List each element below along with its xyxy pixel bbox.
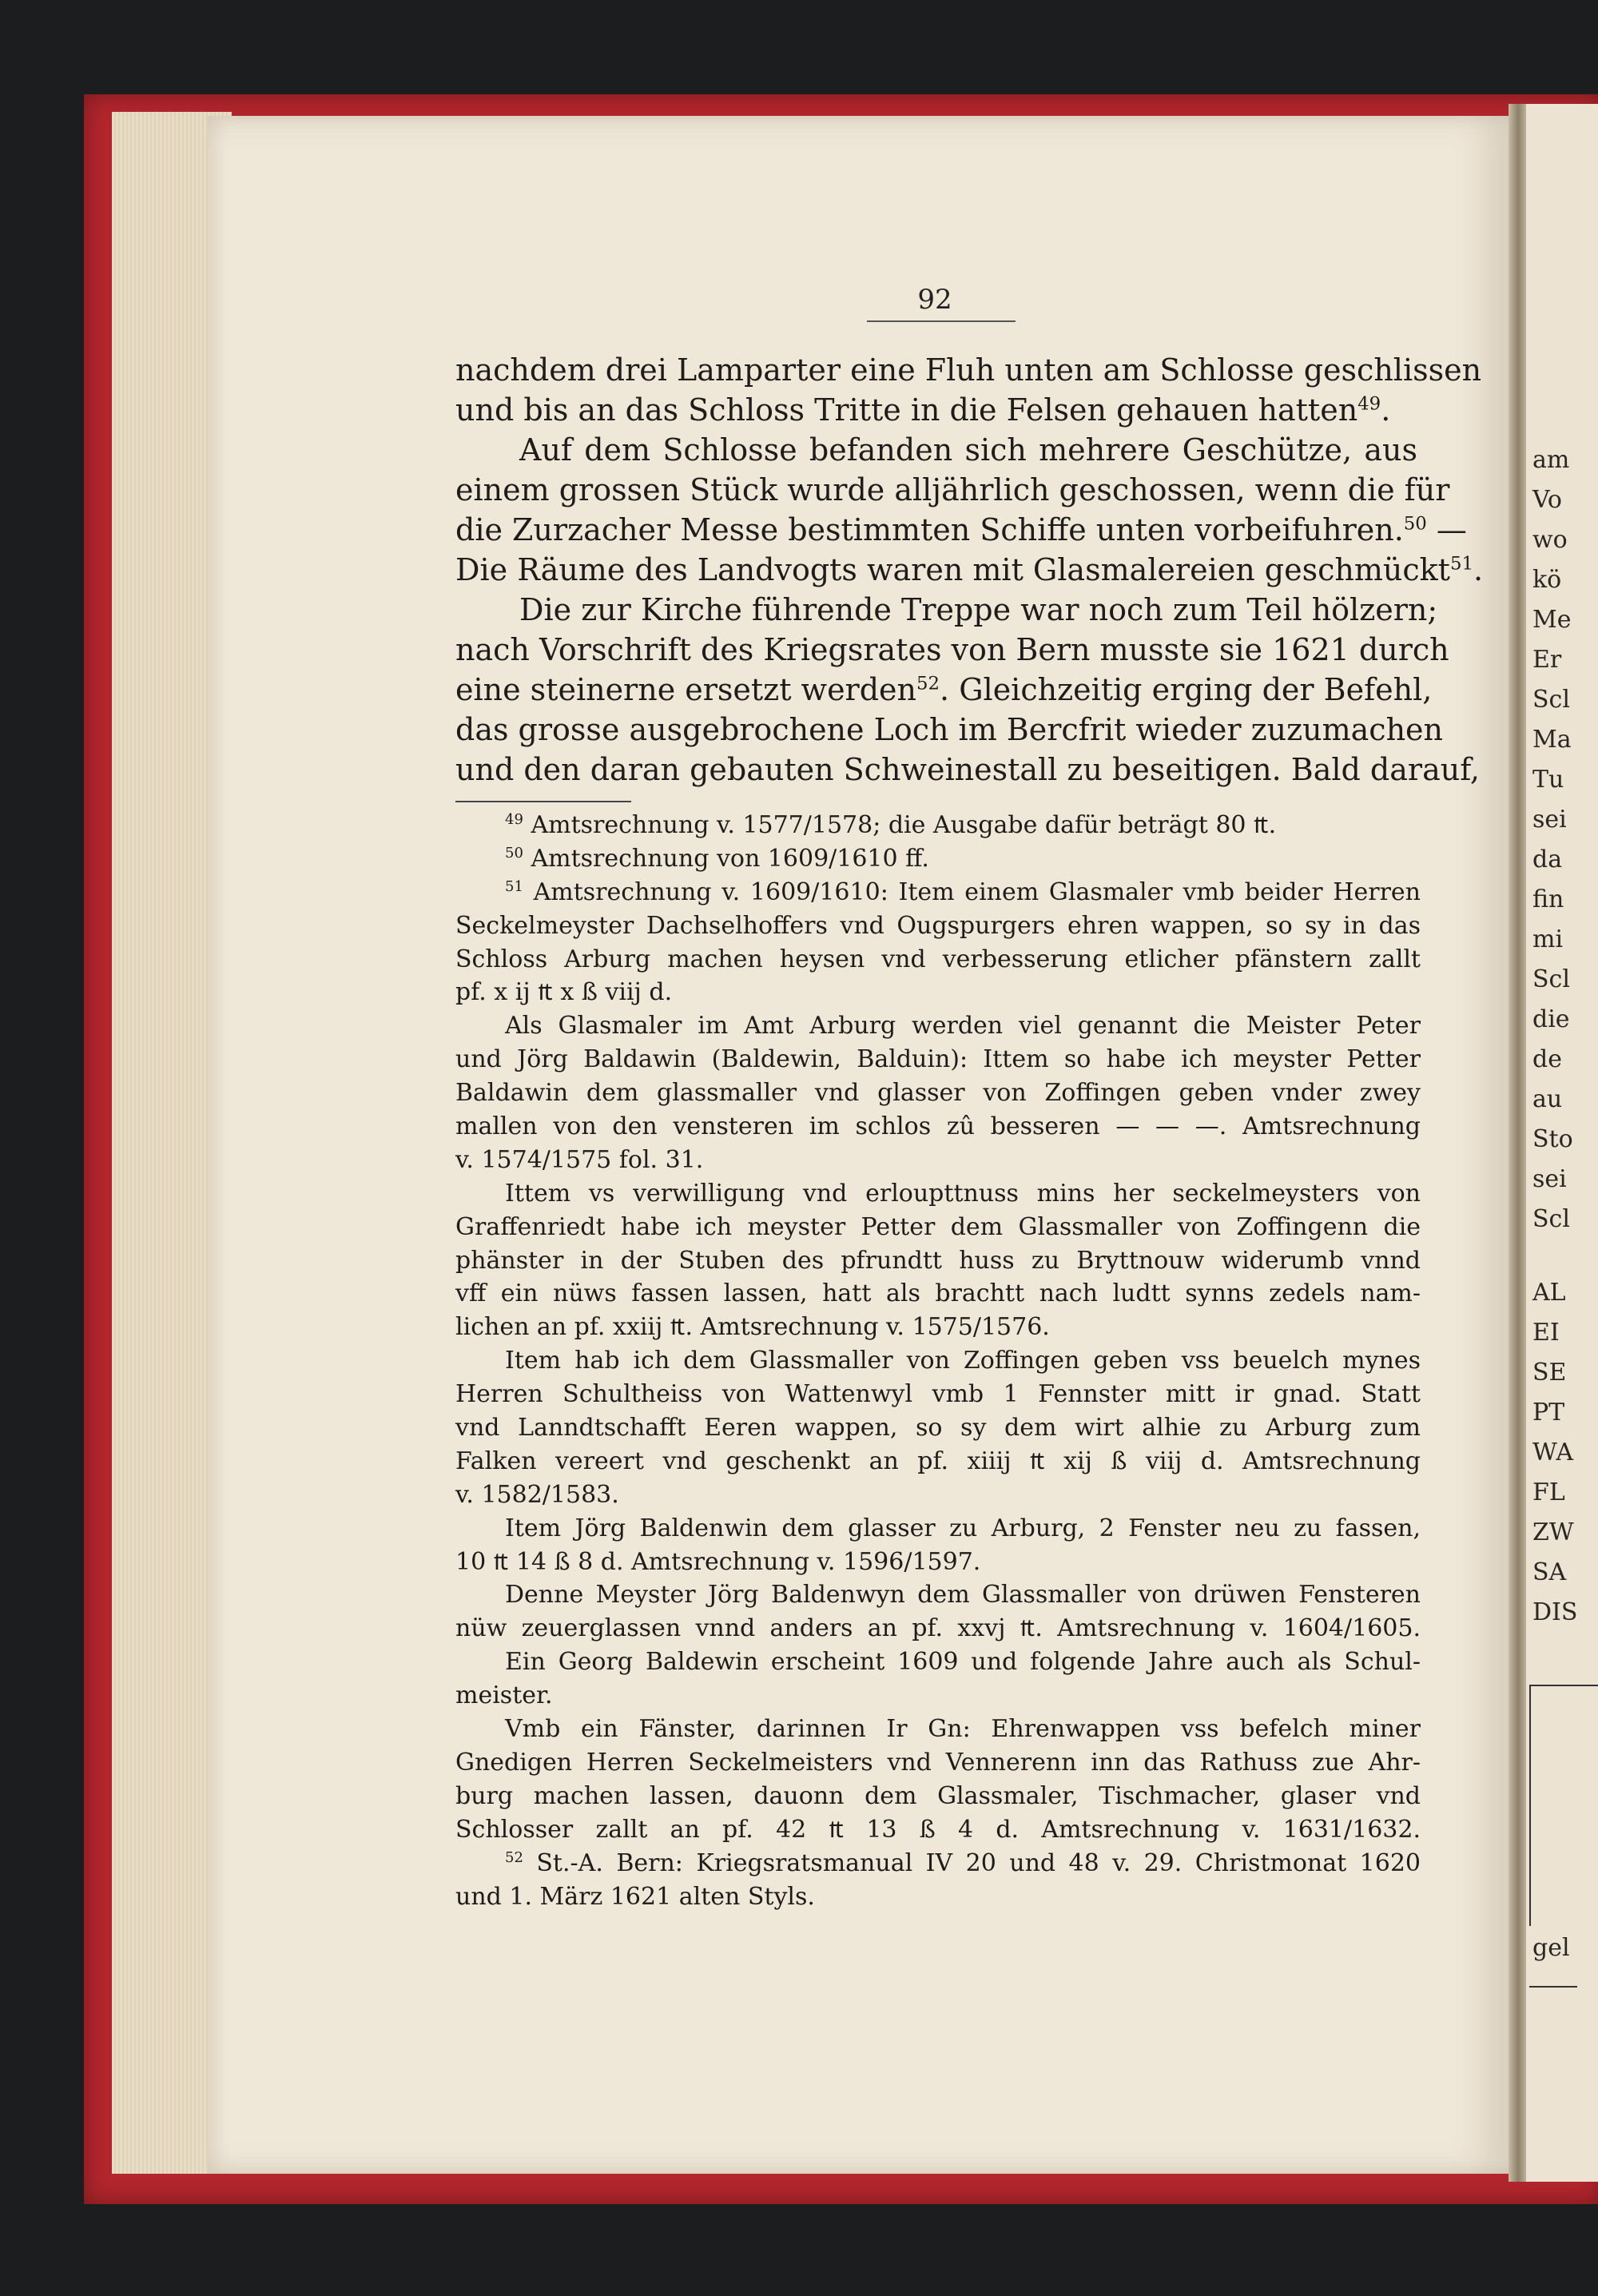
footnote-line bbox=[455, 1645, 1421, 1679]
line-text: und den daran gebauten Schweinestall zu beseitigen. Bald darauf, bbox=[455, 752, 1480, 787]
facing-page-text: ZW bbox=[1532, 1518, 1574, 1546]
footnote-line bbox=[455, 1512, 1421, 1546]
body-text bbox=[455, 350, 1484, 790]
line-text: das grosse ausgebrochene Loch im Bercfrit wieder zuzumachen bbox=[455, 712, 1444, 747]
footnote-line bbox=[455, 943, 1421, 977]
line-text: Schloss Arburg machen heysen vnd verbesserung etlicher pfänstern zallt bbox=[455, 945, 1421, 973]
line-text: die Zurzacher Messe bestimmten Schiffe unten vorbeifuhren. bbox=[455, 512, 1404, 547]
footnote-line bbox=[455, 1847, 1421, 1880]
line-text: und 1. März 1621 alten Styls. bbox=[455, 1882, 815, 1911]
line-text-tail: — bbox=[1426, 512, 1467, 547]
footnote-line bbox=[455, 1780, 1421, 1813]
footnote-line bbox=[455, 1009, 1421, 1043]
facing-page-text: Tu bbox=[1532, 766, 1564, 794]
facing-page-rule bbox=[1529, 1986, 1577, 1988]
line-text: und bis an das Schloss Tritte in die Felsen gehauen hatten bbox=[455, 392, 1358, 428]
footnote-line bbox=[455, 1043, 1421, 1076]
footnote-line bbox=[455, 976, 1421, 1009]
page-number-rule bbox=[867, 320, 1016, 322]
line-text: pf. x ij ₶ x ß viij d. bbox=[455, 978, 673, 1007]
line-text: eine steinerne ersetzt werden bbox=[455, 672, 917, 707]
facing-page-fragment bbox=[1526, 104, 1598, 2182]
facing-page-text: kö bbox=[1532, 566, 1562, 594]
footnote-line bbox=[455, 809, 1421, 842]
line-text: Herren Schultheiss von Wattenwyl vmb 1 Fennster mitt ir gnad. Statt bbox=[455, 1380, 1421, 1409]
facing-page-text: Vo bbox=[1532, 486, 1562, 514]
footnote-reference: 49 bbox=[1358, 393, 1381, 415]
footnote-line bbox=[455, 1411, 1421, 1445]
facing-page-text: SE bbox=[1532, 1359, 1567, 1387]
line-text: mallen von den vensteren im schlos zû besseren — — —. Amtsrechnung bbox=[455, 1112, 1421, 1141]
facing-page-text: Scl bbox=[1532, 965, 1570, 993]
line-text: phänster in der Stuben des pfrundtt huss zu Bryttnouw widerumb vnnd bbox=[455, 1246, 1421, 1275]
footnote-reference: 52 bbox=[916, 673, 940, 694]
facing-page-text: fin bbox=[1532, 885, 1564, 913]
footnote-line bbox=[455, 1746, 1421, 1780]
footnote-line bbox=[455, 1445, 1421, 1478]
footnote-line bbox=[455, 1578, 1421, 1612]
line-text: Amtsrechnung v. 1609/1610: Item einem Glasmaler vmb beider Herren bbox=[533, 877, 1421, 906]
footnote-line bbox=[455, 1713, 1421, 1746]
line-text: Als Glasmaler im Amt Arburg werden viel genannt die Meister Peter bbox=[505, 1012, 1421, 1041]
body-line bbox=[455, 390, 1417, 430]
facing-page-text: Sto bbox=[1532, 1125, 1573, 1153]
line-text: Ittem vs verwilligung vnd erloupttnuss mins her seckelmeysters von bbox=[505, 1179, 1421, 1208]
line-text: Die zur Kirche führende Treppe war noch zum Teil hölzern; bbox=[519, 592, 1438, 627]
footnote-line bbox=[455, 909, 1421, 943]
body-line bbox=[455, 710, 1444, 750]
body-line bbox=[455, 430, 1417, 470]
facing-page-text: wo bbox=[1532, 526, 1568, 554]
line-text: Graffenriedt habe ich meyster Petter dem Glassmaller von Zoffingenn die bbox=[455, 1212, 1421, 1241]
line-text: vff ein nüws fassen lassen, hatt als brachtt nach ludtt synns zedels nam- bbox=[455, 1279, 1421, 1308]
facing-page-text: am bbox=[1532, 446, 1570, 474]
footnote-line bbox=[455, 1679, 1421, 1713]
line-text: und Jörg Baldawin (Baldewin, Balduin): Ittem so habe ich meyster Petter bbox=[455, 1045, 1421, 1074]
facing-page-text: SA bbox=[1532, 1558, 1567, 1586]
footnote-line bbox=[455, 1546, 1421, 1579]
line-text-tail: . bbox=[1381, 392, 1391, 428]
facing-page-text: DIS bbox=[1532, 1598, 1578, 1626]
book-gutter bbox=[1509, 104, 1528, 2182]
line-text: Seckelmeyster Dachselhoffers vnd Ougspurgers ehren wappen, so sy in das bbox=[455, 911, 1421, 940]
facing-page-text: au bbox=[1532, 1085, 1563, 1113]
footnote-line bbox=[455, 1378, 1421, 1411]
footnote-line bbox=[455, 1311, 1421, 1344]
line-text: nach Vorschrift des Kriegsrates von Bern musste sie 1621 durch bbox=[455, 632, 1449, 667]
footnotes bbox=[455, 809, 1421, 1913]
facing-page-text: da bbox=[1532, 846, 1563, 873]
footnote-line bbox=[455, 1344, 1421, 1378]
facing-page-text: sei bbox=[1532, 1165, 1567, 1193]
footnote-line bbox=[455, 1177, 1421, 1211]
footnote-line bbox=[455, 1612, 1421, 1645]
line-text: Gnedigen Herren Seckelmeisters vnd Vennerenn inn das Rathuss zue Ahr- bbox=[455, 1748, 1421, 1777]
footnote-line bbox=[455, 1076, 1421, 1110]
facing-page-text: FL bbox=[1532, 1478, 1565, 1506]
footnote-line bbox=[455, 1813, 1421, 1847]
footnote-line bbox=[455, 1880, 1421, 1914]
footnote-line bbox=[455, 1144, 1421, 1177]
facing-page-text: Ma bbox=[1532, 726, 1572, 754]
body-line bbox=[455, 630, 1449, 670]
line-text: vnd Lanndtschafft Eeren wappen, so sy dem wirt alhie zu Arburg zum bbox=[455, 1414, 1421, 1442]
facing-page-text: PT bbox=[1532, 1399, 1565, 1427]
footnote-number: 52 bbox=[505, 1848, 523, 1866]
facing-page-text: AL bbox=[1532, 1279, 1566, 1307]
line-text: lichen an pf. xxiij ₶. Amtsrechnung v. 1575/1576. bbox=[455, 1313, 1050, 1342]
body-line bbox=[455, 470, 1450, 510]
footnote-number: 50 bbox=[505, 845, 523, 862]
footnote-line bbox=[455, 842, 1421, 876]
line-text: einem grossen Stück wurde alljährlich geschossen, wenn die für bbox=[455, 472, 1450, 507]
line-text: nüw zeuerglassen vnnd anders an pf. xxvj ₶. Amtsrechnung v. 1604/1605. bbox=[455, 1614, 1421, 1643]
footnote-reference: 51 bbox=[1449, 553, 1473, 575]
footnote-line bbox=[455, 1110, 1421, 1144]
footnote-line bbox=[455, 1277, 1421, 1311]
line-text: Vmb ein Fänster, darinnen Ir Gn: Ehrenwappen vss befelch miner bbox=[505, 1715, 1421, 1744]
facing-page-box bbox=[1529, 1685, 1598, 1926]
facing-page-text: die bbox=[1532, 1005, 1570, 1033]
footnote-line bbox=[455, 1211, 1421, 1244]
line-text: Amtsrechnung v. 1577/1578; die Ausgabe dafür beträgt 80 ₶. bbox=[531, 811, 1277, 839]
line-text: v. 1582/1583. bbox=[455, 1480, 619, 1509]
body-line bbox=[455, 750, 1480, 790]
footnote-rule bbox=[455, 801, 631, 802]
facing-page-text: sei bbox=[1532, 806, 1567, 834]
facing-page-text: Scl bbox=[1532, 1205, 1570, 1233]
page-number: 92 bbox=[917, 284, 952, 316]
line-text: Auf dem Schlosse befanden sich mehrere Geschütze, aus bbox=[519, 432, 1417, 468]
line-text: Amtsrechnung von 1609/1610 ff. bbox=[531, 844, 929, 873]
line-text: meister. bbox=[455, 1681, 553, 1710]
footnote-line bbox=[455, 1244, 1421, 1278]
line-text-tail: . bbox=[1473, 552, 1484, 587]
line-text: Baldawin dem glassmaller vnd glasser von Zoffingen geben vnder zwey bbox=[455, 1079, 1421, 1108]
footnote-line bbox=[455, 876, 1421, 909]
line-text: Die Räume des Landvogts waren mit Glasmalereien geschmückt bbox=[455, 552, 1450, 587]
footnote-number: 51 bbox=[505, 877, 523, 895]
line-text: v. 1574/1575 fol. 31. bbox=[455, 1145, 704, 1174]
footnote-number: 49 bbox=[505, 811, 523, 829]
body-line bbox=[455, 670, 1433, 710]
line-text: St.-A. Bern: Kriegsratsmanual IV 20 und 48 v. 29. Christmonat 1620 bbox=[536, 1848, 1421, 1877]
line-text: Denne Meyster Jörg Baldenwyn dem Glassmaller von drüwen Fensteren bbox=[505, 1581, 1421, 1610]
facing-page-text: EI bbox=[1532, 1319, 1560, 1347]
facing-page-text: de bbox=[1532, 1045, 1562, 1073]
facing-page-text: Scl bbox=[1532, 686, 1570, 714]
line-text: Schlosser zallt an pf. 42 ₶ 13 ß 4 d. Amtsrechnung v. 1631/1632. bbox=[455, 1815, 1421, 1844]
line-text: Item Jörg Baldenwin dem glasser zu Arburg, 2 Fenster neu zu fassen, bbox=[505, 1514, 1421, 1542]
line-text: nachdem drei Lamparter eine Fluh unten am Schlosse geschlissen bbox=[455, 352, 1482, 388]
body-line bbox=[455, 510, 1467, 550]
line-text: 10 ₶ 14 ß 8 d. Amtsrechnung v. 1596/1597. bbox=[455, 1547, 981, 1576]
line-text: Ein Georg Baldewin erscheint 1609 und folgende Jahre auch als Schul- bbox=[505, 1648, 1421, 1677]
body-line bbox=[455, 350, 1482, 390]
body-line bbox=[455, 590, 1438, 630]
facing-page-text: gel bbox=[1532, 1934, 1570, 1962]
footnote-line bbox=[455, 1478, 1421, 1512]
line-text: Falken vereert vnd geschenkt an pf. xiiij ₶ xij ß viij d. Amtsrechnung bbox=[455, 1446, 1421, 1475]
facing-page-text: Me bbox=[1532, 606, 1572, 634]
facing-page-text: WA bbox=[1532, 1438, 1574, 1466]
facing-page-text: Er bbox=[1532, 646, 1562, 674]
body-line bbox=[455, 550, 1484, 590]
line-text-tail: . Gleichzeitig erging der Befehl, bbox=[940, 672, 1433, 707]
facing-page-text: mi bbox=[1532, 925, 1564, 953]
line-text: burg machen lassen, dauonn dem Glassmaler, Tischmacher, glaser vnd bbox=[455, 1781, 1421, 1810]
line-text: Item hab ich dem Glassmaller von Zoffingen geben vss beuelch mynes bbox=[505, 1347, 1421, 1375]
footnote-reference: 50 bbox=[1403, 513, 1427, 535]
